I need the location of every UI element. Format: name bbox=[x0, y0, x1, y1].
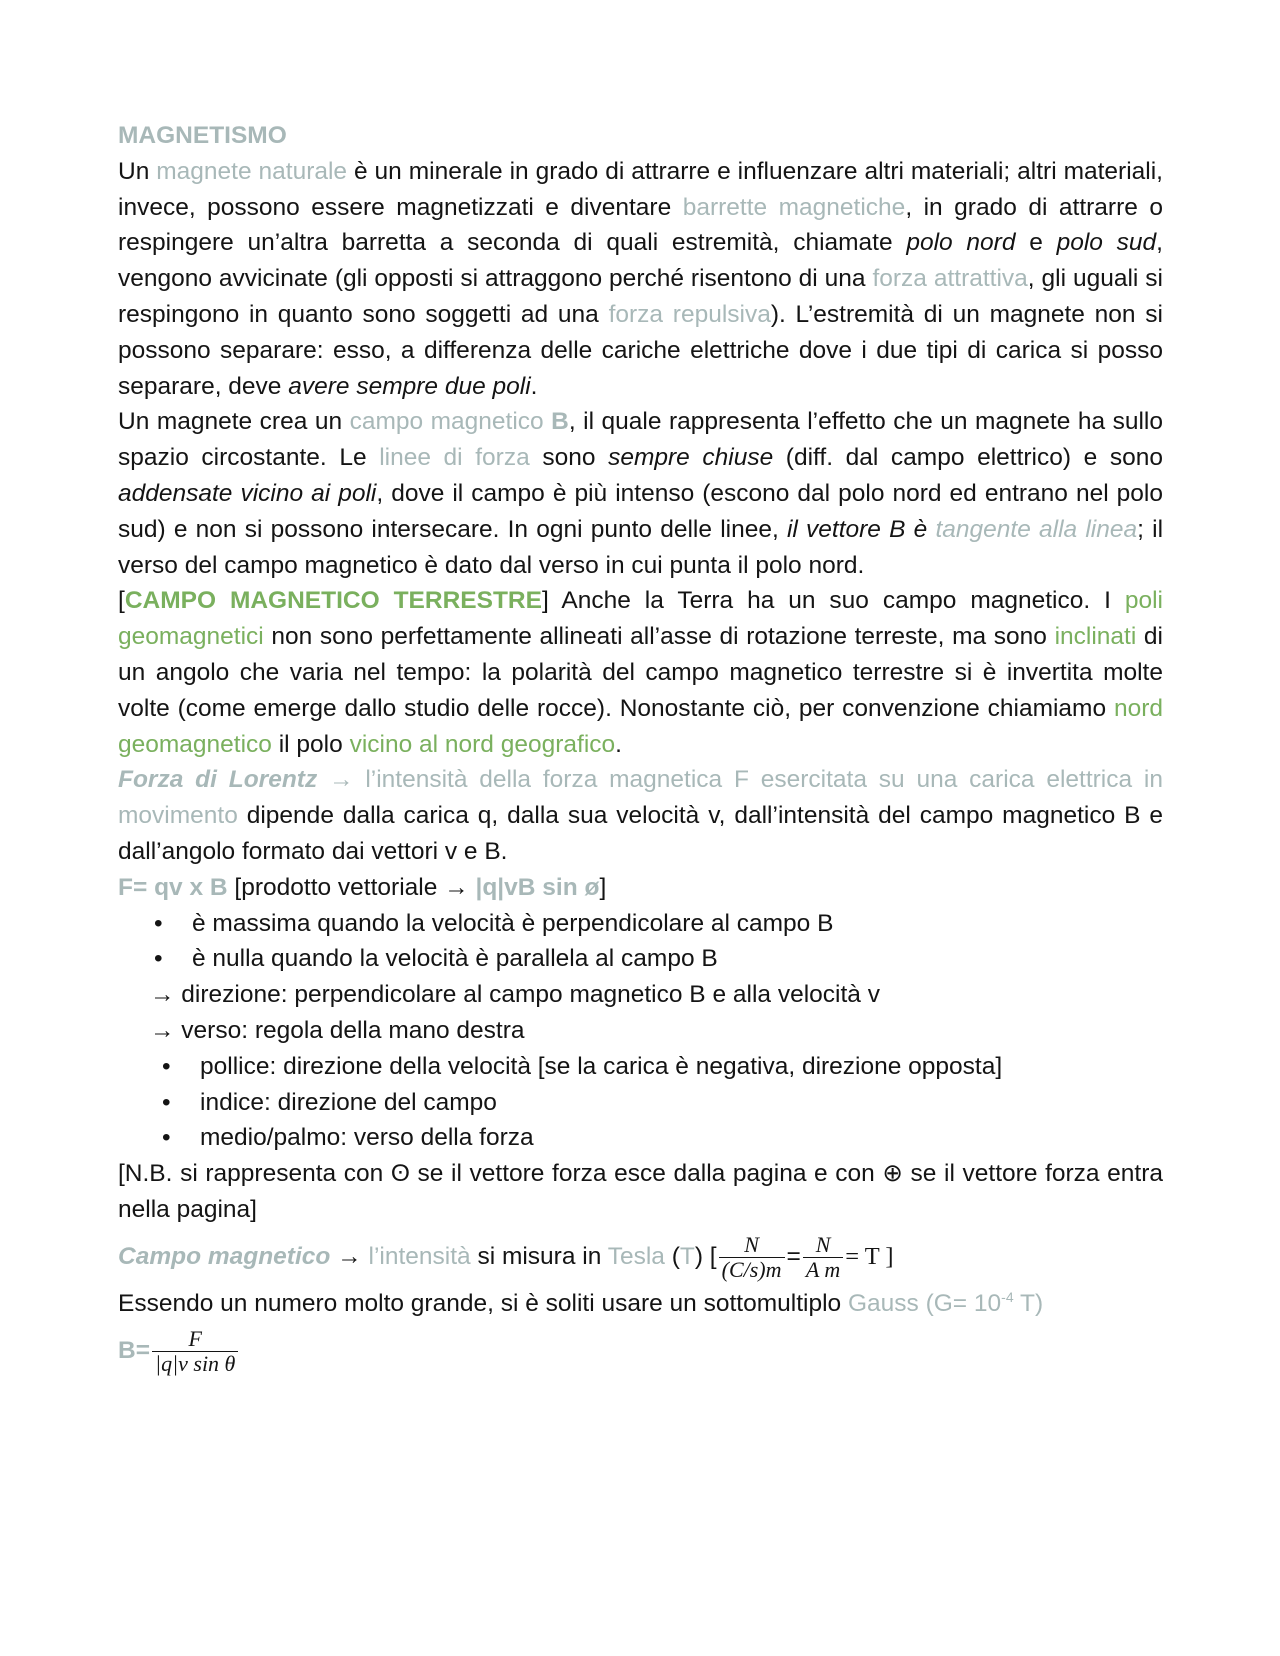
doc-title: MAGNETISMO bbox=[118, 122, 287, 149]
paragraph-magnete bbox=[118, 154, 1163, 405]
fraction-denominator: A m bbox=[805, 1256, 841, 1282]
text: [prodotto vettoriale → bbox=[227, 873, 476, 901]
fraction-f-over-qv-sin bbox=[152, 1327, 238, 1376]
term-b: B bbox=[551, 408, 569, 436]
formula-modulo: |q|vB sin ø bbox=[475, 873, 600, 901]
list-item: • è nulla quando la velocità è parallela al campo B bbox=[118, 941, 1163, 977]
term-gauss: Gauss (G= 10 bbox=[847, 1289, 1002, 1317]
term-tesla: Tesla bbox=[607, 1242, 665, 1270]
term-addensate: addensate vicino ai poli bbox=[118, 479, 377, 507]
text: , in grado di attrarre o respingere un’altra barretta a seconda di quali estremità, chiamate bbox=[118, 193, 1163, 257]
text: Un magnete crea un bbox=[118, 408, 350, 436]
fraction-n-over-cs-m bbox=[719, 1233, 785, 1282]
text: e bbox=[1015, 229, 1057, 257]
text: di un angolo che varia nel tempo: la polarità del campo magnetico terrestre si è invertita molte volte (come emerge dallo studio delle rocce). Nonostante ciò, per convenzione chiamiamo bbox=[118, 623, 1163, 722]
term-magnete-naturale: magnete naturale bbox=[156, 157, 348, 185]
formula-b-label: B= bbox=[118, 1336, 151, 1364]
fraction-denominator: (C/s)m bbox=[721, 1256, 782, 1282]
term-nord-geomagnetico: nord geomagnetico bbox=[118, 694, 1163, 758]
fraction-numerator: N bbox=[803, 1233, 843, 1258]
text: è un minerale in grado di attrarre e influenzare altri materiali; altri materiali, invece, possono essere magnetizzati e diventare bbox=[118, 157, 1163, 221]
exponent: -4 bbox=[1001, 1288, 1014, 1305]
note-nb: [N.B. si rappresenta con ʘ se il vettore forza esce dalla pagina e con ⊕ se il vettore forza entra nella pagina] bbox=[118, 1160, 1163, 1223]
text: , dove il campo è più intenso (escono dal polo nord ed entrano nel polo sud) e non si possono intersecare. In ogni punto delle linee, bbox=[118, 479, 1163, 543]
text: ) [ bbox=[694, 1242, 717, 1270]
arrow-line-direzione: → direzione: perpendicolare al campo magnetico B e alla velocità v bbox=[150, 981, 880, 1009]
term-forza-repulsiva: forza repulsiva bbox=[608, 300, 771, 328]
term-t-symbol: T bbox=[679, 1242, 695, 1270]
text: . bbox=[615, 730, 622, 758]
text: Un bbox=[118, 157, 157, 185]
bullet-list-mano-destra bbox=[118, 1049, 1163, 1156]
bullet-list-intensita bbox=[118, 906, 1163, 978]
text: (diff. dal campo elettrico) e sono bbox=[773, 444, 1163, 472]
arrow-icon: → bbox=[330, 1242, 369, 1270]
text: = T ] bbox=[845, 1242, 894, 1270]
term-vicino-nord: vicino al nord geografico bbox=[349, 730, 616, 758]
fraction-denominator: |q|v sin θ bbox=[155, 1350, 236, 1376]
text: , gli uguali si respingono in quanto sono soggetti ad una bbox=[118, 265, 1163, 328]
fraction-n-over-am bbox=[803, 1233, 843, 1282]
list-item: • è massima quando la velocità è perpendicolare al campo B bbox=[118, 906, 1163, 942]
text: Essendo un numero molto grande, si è soliti usare un sottomultiplo bbox=[118, 1289, 848, 1317]
text: ( bbox=[664, 1242, 680, 1270]
fraction-numerator: N bbox=[719, 1233, 785, 1258]
term-due-poli: avere sempre due poli bbox=[288, 372, 531, 400]
paragraph-lorentz bbox=[118, 762, 1163, 869]
paragraph-terrestre bbox=[118, 583, 1163, 762]
term-sempre-chiuse: sempre chiuse bbox=[608, 444, 774, 472]
section-heading-terrestre: CAMPO MAGNETICO TERRESTRE bbox=[124, 587, 542, 615]
list-item: • pollice: direzione della velocità [se la carica è negativa, direzione opposta] bbox=[118, 1049, 1163, 1085]
text: [ bbox=[118, 587, 125, 615]
fraction-numerator: F bbox=[152, 1327, 238, 1352]
term-intensita-forza: l’intensità della forza magnetica F esercitata su una carica elettrica in movimento bbox=[118, 766, 1163, 830]
text: ; il verso del campo magnetico è dato dal verso in cui punta il polo nord. bbox=[118, 515, 1164, 579]
term-forza-attrattiva: forza attrattiva bbox=[872, 265, 1028, 293]
arrow-icon: → bbox=[317, 766, 366, 794]
text: ] bbox=[599, 873, 607, 901]
formula-line bbox=[118, 870, 1163, 906]
text: . bbox=[530, 372, 538, 400]
text: sono bbox=[529, 444, 609, 472]
term-poli-geomagnetici: poli geomagnetici bbox=[118, 587, 1163, 651]
list-item: • indice: direzione del campo bbox=[118, 1085, 1163, 1121]
text: si misura in bbox=[470, 1242, 608, 1270]
text: ). L’estremità di un magnete non si possono separare: esso, a differenza delle cariche elettriche dove i due tipi di carica si posso separare, deve bbox=[118, 300, 1163, 400]
text: ] Anche la Terra ha un suo campo magnetico. I bbox=[541, 587, 1125, 615]
paragraph-campo bbox=[118, 404, 1163, 583]
list-item: • medio/palmo: verso della forza bbox=[118, 1120, 1163, 1156]
formula-lorentz: F= qv x B bbox=[118, 873, 228, 901]
formula-b bbox=[118, 1322, 1163, 1380]
text: , il quale rappresenta l’effetto che un magnete ha sullo spazio circostante. Le bbox=[118, 408, 1163, 472]
term-campo-magnetico: campo magnetico bbox=[349, 408, 552, 436]
term-inclinati: inclinati bbox=[1054, 623, 1137, 651]
term-polo-nord: polo nord bbox=[906, 229, 1016, 257]
term-polo-sud: polo sud bbox=[1056, 229, 1157, 257]
text: , vengono avvicinate (gli opposti si attraggono perché risentono di una bbox=[118, 229, 1163, 293]
term-vettore-b: il vettore B è bbox=[786, 515, 936, 543]
paragraph-tesla bbox=[118, 1228, 1163, 1286]
term-gauss-end: T) bbox=[1013, 1289, 1044, 1317]
text: non sono perfettamente allineati all’asse di rotazione terreste, ma sono bbox=[263, 623, 1055, 651]
document-page bbox=[118, 118, 1163, 1380]
paragraph-gauss bbox=[118, 1286, 1163, 1322]
text: = bbox=[786, 1242, 801, 1270]
term-intensita: l’intensità bbox=[368, 1242, 471, 1270]
term-linee-di-forza: linee di forza bbox=[379, 444, 530, 472]
term-barrette: barrette magnetiche bbox=[682, 193, 906, 221]
arrow-line-verso: → verso: regola della mano destra bbox=[150, 1016, 525, 1044]
text: dipende dalla carica q, dalla sua velocità v, dall’intensità del campo magnetico B e dall’angolo formato dai vettori v e B. bbox=[118, 802, 1163, 865]
term-forza-lorentz: Forza di Lorentz bbox=[118, 766, 318, 794]
term-campo-magnetico-2: Campo magnetico bbox=[118, 1242, 331, 1270]
term-tangente: tangente alla linea bbox=[935, 515, 1138, 543]
text: il polo bbox=[271, 730, 350, 758]
